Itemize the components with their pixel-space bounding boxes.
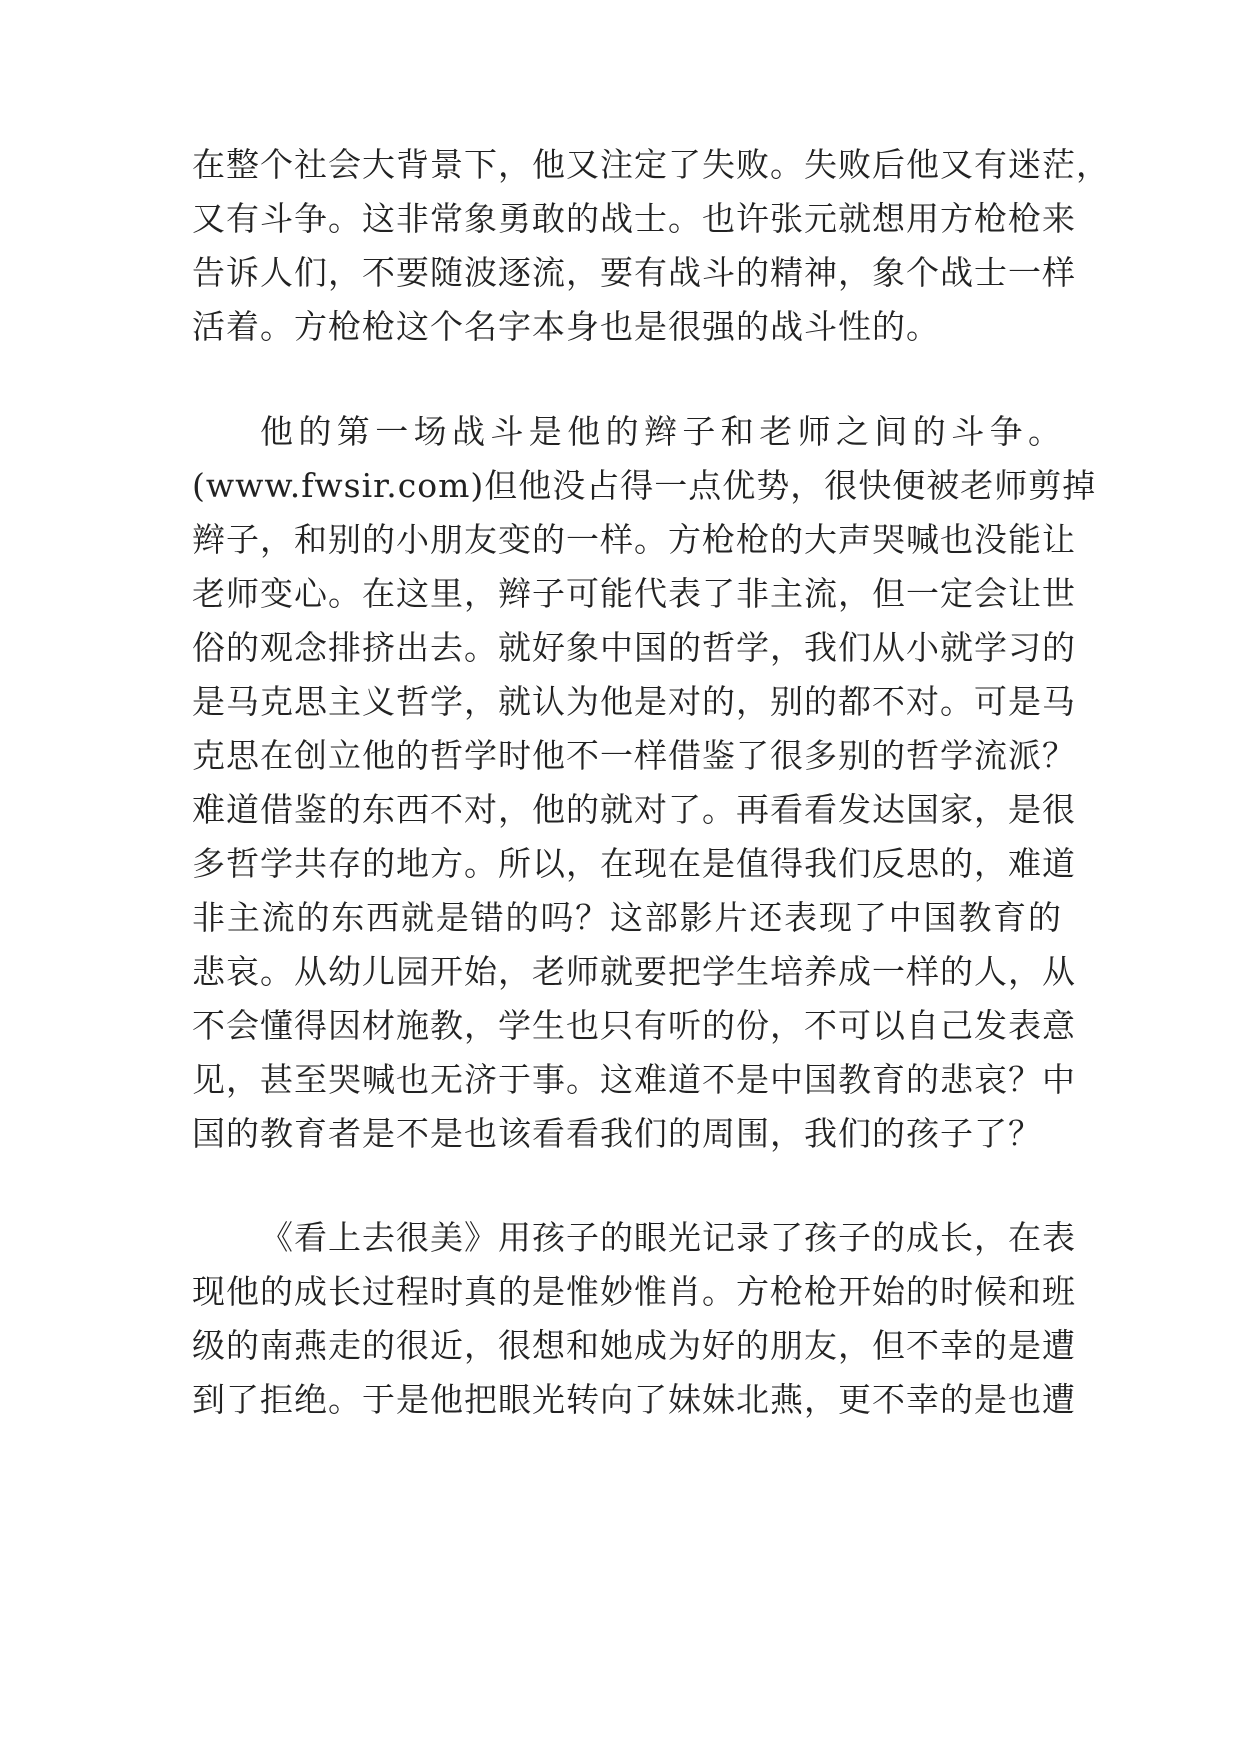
paragraph-2-line-10: 非主流的东西就是错的吗？这部影片还表现了中国教育的 (192, 898, 1062, 937)
paragraph-2-line-6: 是马克思主义哲学，就认为他是对的，别的都不对。可是马 (192, 682, 1076, 721)
paragraph-1-line-4: 活着。方枪枪这个名字本身也是很强的战斗性的。 (192, 307, 940, 346)
paragraph-2-line-2: (www.fwsir.com)但他没占得一点优势，很快便被老师剪掉 (192, 466, 1097, 505)
paragraph-3-line-4: 到了拒绝。于是他把眼光转向了妹妹北燕，更不幸的是也遭 (192, 1380, 1076, 1419)
paragraph-2-line-14: 国的教育者是不是也该看看我们的周围，我们的孩子了？ (192, 1114, 1042, 1153)
paragraph-2-line-13: 见，甚至哭喊也无济于事。这难道不是中国教育的悲哀？中 (192, 1060, 1076, 1099)
paragraph-1-line-1: 在整个社会大背景下，他又注定了失败。失败后他又有迷茫， (192, 145, 1110, 184)
paragraph-2-line-7: 克思在创立他的哲学时他不一样借鉴了很多别的哲学流派？ (192, 736, 1076, 775)
paragraph-2-line-5: 俗的观念排挤出去。就好象中国的哲学，我们从小就学习的 (192, 628, 1076, 667)
paragraph-2-line-3: 辫子，和别的小朋友变的一样。方枪枪的大声哭喊也没能让 (192, 520, 1076, 559)
paragraph-2-line-12: 不会懂得因材施教，学生也只有听的份，不可以自己发表意 (192, 1006, 1076, 1045)
paragraph-3-line-1: 《看上去很美》用孩子的眼光记录了孩子的成长，在表 (260, 1218, 1076, 1257)
paragraph-2-line-9: 多哲学共存的地方。所以，在现在是值得我们反思的，难道 (192, 844, 1076, 883)
paragraph-1-line-3: 告诉人们，不要随波逐流，要有战斗的精神，象个战士一样 (192, 253, 1076, 292)
paragraph-1-line-2: 又有斗争。这非常象勇敢的战士。也许张元就想用方枪枪来 (192, 199, 1076, 238)
paragraph-2-line-4: 老师变心。在这里，辫子可能代表了非主流，但一定会让世 (192, 574, 1076, 613)
paragraph-2-line-11: 悲哀。从幼儿园开始，老师就要把学生培养成一样的人，从 (192, 952, 1076, 991)
paragraph-2-line-8: 难道借鉴的东西不对，他的就对了。再看看发达国家，是很 (192, 790, 1076, 829)
paragraph-3-line-2: 现他的成长过程时真的是惟妙惟肖。方枪枪开始的时候和班 (192, 1272, 1076, 1311)
paragraph-3-line-3: 级的南燕走的很近，很想和她成为好的朋友，但不幸的是遭 (192, 1326, 1076, 1365)
paragraph-2-line-1: 他的第一场战斗是他的辫子和老师之间的斗争。 (260, 412, 1062, 451)
